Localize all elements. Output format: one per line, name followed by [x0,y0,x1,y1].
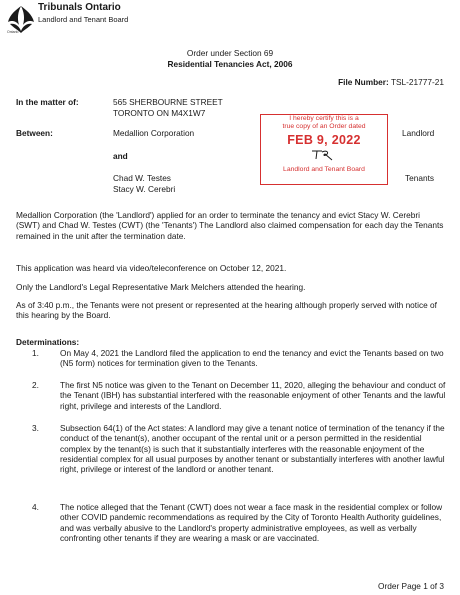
org-name: Tribunals Ontario [38,2,121,13]
file-number [338,77,444,87]
logo-caption: Ontario [7,30,19,34]
stamp-line-2: true copy of an Order dated [282,122,366,130]
paragraph-absence: As of 3:40 p.m., the Tenants were not present or represented at the hearing although properly served with notice of this hearing by the Board. [16,300,437,321]
determination-text: Subsection 64(1) of the Act states: A landlord may give a tenant notice of termination of the tenancy if the conduct of the tenant(s), another occupant of the rental unit or a person permitted in the residential complex by the tenant(s) is such that it substantially interferes with the reasonable enjoyment of the residential complex for all usual purposes by another tenant or substantially interferes with another lawful right, privilege or interest of the landlord or another tenant. [60,423,445,475]
address-line2: TORONTO ON M4X1W7 [113,108,206,118]
paragraph-hearing: This application was heard via video/teleconference on October 12, 2021. [16,263,287,273]
paragraph-attendance: Only the Landlord's Legal Representative Mark Melchers attended the hearing. [16,282,306,292]
file-number-value: TSL-21777-21 [390,77,444,87]
act-heading: Residential Tenancies Act, 2006 [167,59,293,69]
address-line1: 565 SHERBOURNE STREET [113,97,223,107]
and-word: and [113,151,128,161]
determination-number: 3. [32,423,39,433]
stamp-date: FEB 9, 2022 [287,132,361,147]
stamp-line-1: I hereby certify this is a [289,115,359,122]
file-number-label: File Number: [338,77,389,87]
between-label: Between: [16,128,53,138]
paragraph-application: Medallion Corporation (the 'Landlord') applied for an order to terminate the tenancy and evict Stacy W. Cerebri (SWT) and Chad W. Testes (CWT) (the 'Tenants') The Landlord also claimed compensation for each day the Tenants remained in the unit after the termination date. [16,210,444,241]
certification-stamp [260,114,388,185]
tenants-role: Tenants [405,173,435,183]
determination-text: On May 4, 2021 the Landlord filed the application to end the tenancy and evict the Tenants based on two (N5 form) notices for termination given to the Tenants. [60,348,444,369]
determination-text: The first N5 notice was given to the Tenant on December 11, 2020, alleging the behaviour and conduct of the Tenant (IBH) has substantial interfered with the reasonable enjoyment of other Tenants and the lawful right, privilege and interests of the Landlord. [60,380,446,411]
determinations-title: Determinations: [16,337,80,347]
tenant-1: Chad W. Testes [113,173,171,183]
determination-number: 4. [32,502,39,512]
matter-label: In the matter of: [16,97,79,107]
stamp-signature [304,148,344,162]
stamp-board: Landlord and Tenant Board [283,165,365,173]
tenant-2: Stacy W. Cerebri [113,184,176,194]
determination-text: The notice alleged that the Tenant (CWT) does not wear a face mask in the residential complex or follow other COVID pandemic recommendations as required by the City of Toronto Health Authority guidelines, and was verbally abusive to the Landlord's property administrative employees, as well as verbally confronting other tenants if they are wearing a mask or are vaccinated. [60,502,443,544]
order-heading: Order under Section 69 [186,48,274,58]
determination-number: 2. [32,380,39,390]
org-subtitle: Landlord and Tenant Board [38,15,129,24]
landlord-role: Landlord [402,128,435,138]
determination-number: 1. [32,348,39,358]
page-indicator: Order Page 1 of 3 [378,581,444,591]
landlord-name: Medallion Corporation [113,128,195,138]
